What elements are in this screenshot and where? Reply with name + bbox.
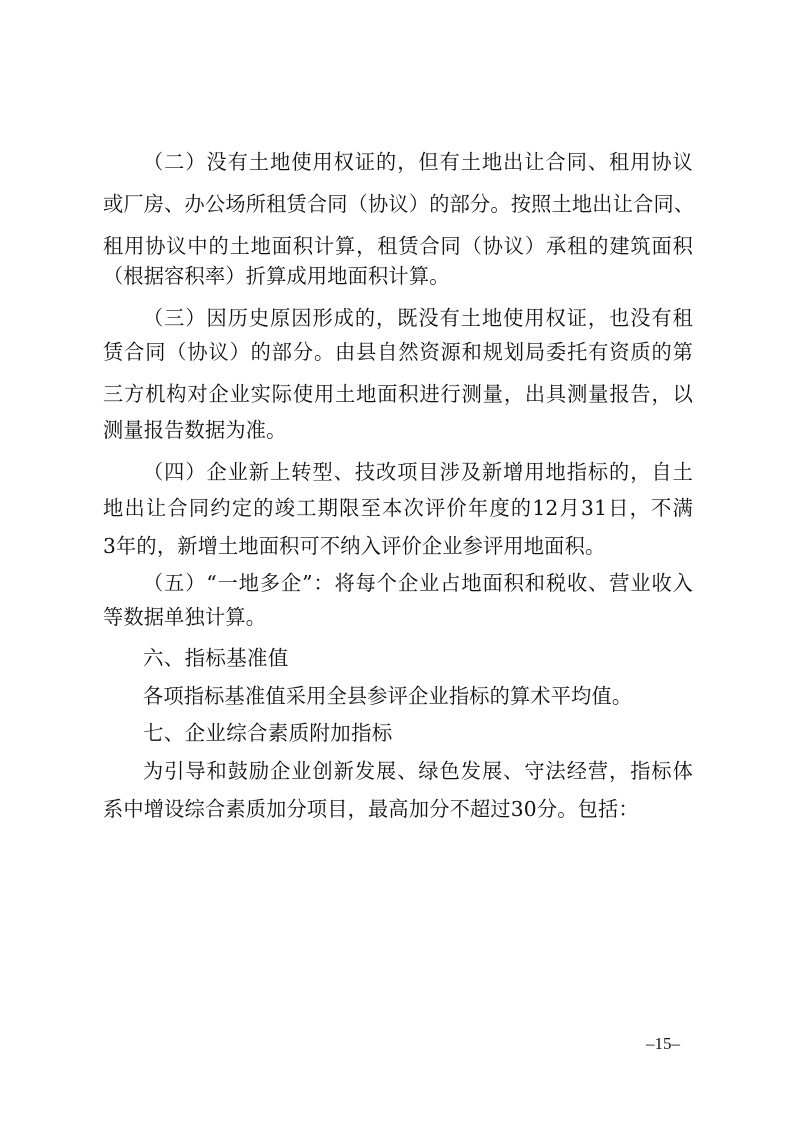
paragraph-2-line-1: （二）没有土地使用权证的，但有土地出让合同、租用协议 bbox=[143, 150, 693, 174]
paragraph-3-line-4: 测量报告数据为准。 bbox=[103, 418, 287, 442]
paragraph-2-line-3: 租用协议中的土地面积计算，租赁合同（协议）承租的建筑面积 bbox=[103, 234, 693, 258]
section-6-text: 各项指标基准值采用全县参评企业指标的算术平均值。 bbox=[143, 684, 633, 708]
paragraph-3-line-2: 赁合同（协议）的部分。由县自然资源和规划局委托有资质的第 bbox=[103, 340, 693, 364]
paragraph-5-line-1: （五）“一地多企”：将每个企业占地面积和税收、营业收入 bbox=[143, 571, 693, 595]
paragraph-5-line-2: 等数据单独计算。 bbox=[103, 605, 267, 629]
paragraph-2-line-2: 或厂房、办公场所租赁合同（协议）的部分。按照土地出让合同、 bbox=[103, 192, 695, 216]
page-number: –15– bbox=[646, 1034, 680, 1053]
paragraph-4-line-1: （四）企业新上转型、技改项目涉及新增用地指标的，自土 bbox=[143, 460, 693, 484]
paragraph-3-line-3: 三方机构对企业实际使用土地面积进行测量，出具测量报告，以 bbox=[103, 382, 693, 406]
paragraph-2-line-4: （根据容积率）折算成用地面积计算。 bbox=[103, 264, 450, 288]
section-7-line-2: 系中增设综合素质加分项目，最高加分不超过30分。包括： bbox=[103, 797, 639, 821]
section-6-heading: 六、指标基准值 bbox=[143, 646, 289, 670]
paragraph-4-line-3: 3年的，新增土地面积可不纳入评价企业参评用地面积。 bbox=[103, 534, 606, 558]
section-7-line-1: 为引导和鼓励企业创新发展、绿色发展、守法经营，指标体 bbox=[143, 759, 693, 783]
paragraph-4-line-2: 地出让合同约定的竣工期限至本次评价年度的12月31日，不满 bbox=[103, 496, 693, 520]
section-7-heading: 七、企业综合素质附加指标 bbox=[143, 721, 393, 745]
paragraph-3-line-1: （三）因历史原因形成的，既没有土地使用权证，也没有租 bbox=[143, 306, 693, 330]
